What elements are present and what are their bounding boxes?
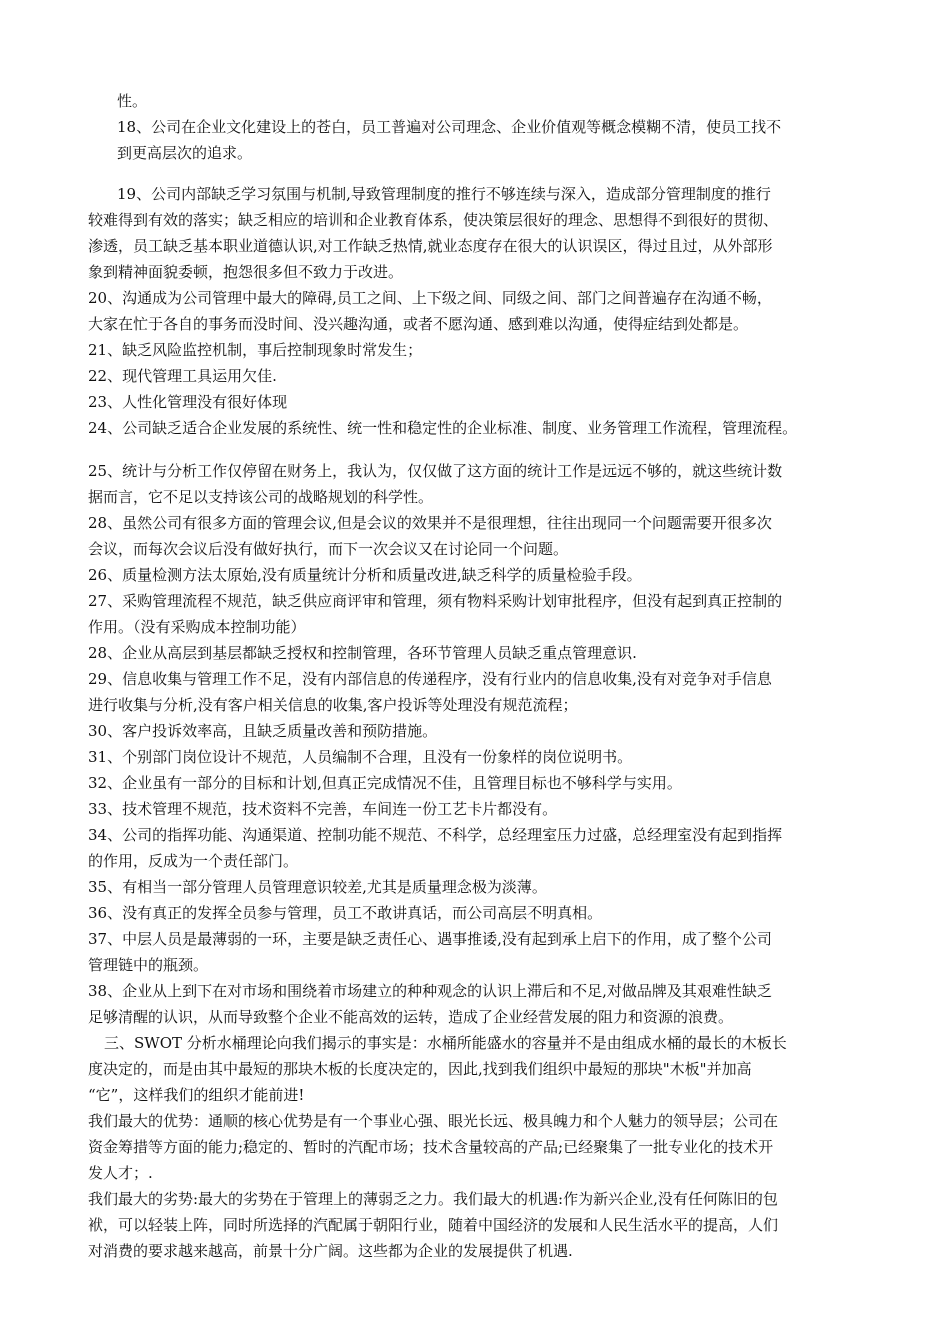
text-line: 30、客户投诉效率高，且缺乏质量改善和预防措施。	[88, 722, 438, 740]
text-line: 较难得到有效的落实；缺乏相应的培训和企业教育体系，使决策层很好的理念、思想得不到很好的贯彻、	[88, 211, 779, 229]
text-line: 24、公司缺乏适合企业发展的系统性、统一性和稳定性的企业标准、制度、业务管理工作流程，管理流程。	[88, 419, 798, 437]
text-line: 20、沟通成为公司管理中最大的障碍,员工之间、上下级之间、同级之间、部门之间普遍存在沟通不畅，	[88, 289, 772, 307]
text-line: 34、公司的指挥功能、沟通渠道、控制功能不规范、不科学，总经理室压力过盛，总经理室没有起到指挥	[88, 826, 783, 844]
text-line: 据而言，它不足以支持该公司的战略规划的科学性。	[88, 488, 434, 506]
text-line: 对消费的要求越来越高，前景十分广阔。这些都为企业的发展提供了机遇.	[88, 1242, 573, 1260]
text-line: 的作用，反成为一个责任部门。	[88, 852, 299, 870]
text-line: 28、企业从高层到基层都缺乏授权和控制管理，各环节管理人员缺乏重点管理意识.	[88, 644, 637, 662]
text-line: 足够清醒的认识，从而导致整个企业不能高效的运转，造成了企业经营发展的阻力和资源的浪费。	[88, 1008, 734, 1026]
text-line: 性。	[117, 92, 148, 110]
text-line: 到更高层次的追求。	[117, 144, 253, 162]
text-line: 象到精神面貌委顿，抱怨很多但不致力于改进。	[88, 263, 404, 281]
text-line: 袱，可以轻装上阵，同时所选择的汽配属于朝阳行业，随着中国经济的发展和人民生活水平的提高，人们	[88, 1216, 779, 1234]
text-line: 三、SWOT 分析水桶理论向我们揭示的事实是：水桶所能盛水的容量并不是由组成水桶的最长的木板长	[104, 1034, 787, 1052]
text-line: 23、人性化管理没有很好体现	[88, 393, 288, 411]
text-line: 35、有相当一部分管理人员管理意识较差,尤其是质量理念极为淡薄。	[88, 878, 547, 896]
text-line: 27、采购管理流程不规范，缺乏供应商评审和管理，须有物料采购计划审批程序，但没有起到真正控制的	[88, 592, 783, 610]
text-line: 25、统计与分析工作仅停留在财务上，我认为，仅仅做了这方面的统计工作是远远不够的，就这些统计数	[88, 462, 783, 480]
text-line: 管理链中的瓶颈。	[88, 956, 209, 974]
text-line: 进行收集与分析,没有客户相关信息的收集,客户投诉等处理没有规范流程；	[88, 696, 578, 714]
text-line: 28、虽然公司有很多方面的管理会议,但是会议的效果并不是很理想，往往出现同一个问题需要开很多次	[88, 514, 772, 532]
text-line: 大家在忙于各自的事务而没时间、没兴趣沟通，或者不愿沟通、感到难以沟通，使得症结到处都是。	[88, 315, 749, 333]
text-line: 29、信息收集与管理工作不足，没有内部信息的传递程序，没有行业内的信息收集,没有对竞争对手信息	[88, 670, 772, 688]
text-line: 作用。（没有采购成本控制功能）	[88, 618, 306, 636]
text-line: 我们最大的劣势:最大的劣势在于管理上的薄弱乏之力。我们最大的机遇:作为新兴企业,没有任何陈旧的包	[88, 1190, 778, 1208]
text-line: 我们最大的优势：通顺的核心优势是有一个事业心强、眼光长远、极具魄力和个人魅力的领导层；公司在	[88, 1112, 779, 1130]
text-line: 37、中层人员是最薄弱的一环，主要是缺乏责任心、遇事推诿,没有起到承上启下的作用，成了整个公司	[88, 930, 772, 948]
text-line: 33、技术管理不规范，技术资料不完善，车间连一份工艺卡片都没有。	[88, 800, 558, 818]
text-line: 会议，而每次会议后没有做好执行，而下一次会议又在讨论同一个问题。	[88, 540, 569, 558]
text-line: 18、公司在企业文化建设上的苍白，员工普遍对公司理念、企业价值观等概念模糊不清，使员工找不	[117, 118, 782, 136]
text-line: “它”，这样我们的组织才能前进!	[88, 1086, 305, 1104]
text-line: 32、企业虽有一部分的目标和计划,但真正完成情况不佳，且管理目标也不够科学与实用。	[88, 774, 682, 792]
text-line: 22、现代管理工具运用欠佳.	[88, 367, 277, 385]
text-line: 31、个别部门岗位设计不规范，人员编制不合理，且没有一份象样的岗位说明书。	[88, 748, 633, 766]
text-line: 度决定的，而是由其中最短的那块木板的长度决定的，因此,找到我们组织中最短的那块"木板"并加高	[88, 1060, 752, 1078]
text-line: 38、企业从上到下在对市场和围绕着市场建立的种种观念的认识上滞后和不足,对做品牌及其艰难性缺乏	[88, 982, 772, 1000]
text-line: 渗透，员工缺乏基本职业道德认识,对工作缺乏热情,就业态度存在很大的认识误区，得过且过，从外部形	[88, 237, 773, 255]
text-line: 发人才；.	[88, 1164, 153, 1182]
text-line: 26、质量检测方法太原始,没有质量统计分析和质量改进,缺乏科学的质量检验手段。	[88, 566, 642, 584]
text-line: 36、没有真正的发挥全员参与管理，员工不敢讲真话，而公司高层不明真相。	[88, 904, 603, 922]
text-line: 资金筹措等方面的能力;稳定的、暂时的汽配市场；技术含量较高的产品;已经聚集了一批专业化的技术开	[88, 1138, 774, 1156]
text-line: 19、公司内部缺乏学习氛围与机制,导致管理制度的推行不够连续与深入，造成部分管理制度的推行	[117, 185, 771, 203]
text-line: 21、缺乏风险监控机制，事后控制现象时常发生；	[88, 341, 423, 359]
